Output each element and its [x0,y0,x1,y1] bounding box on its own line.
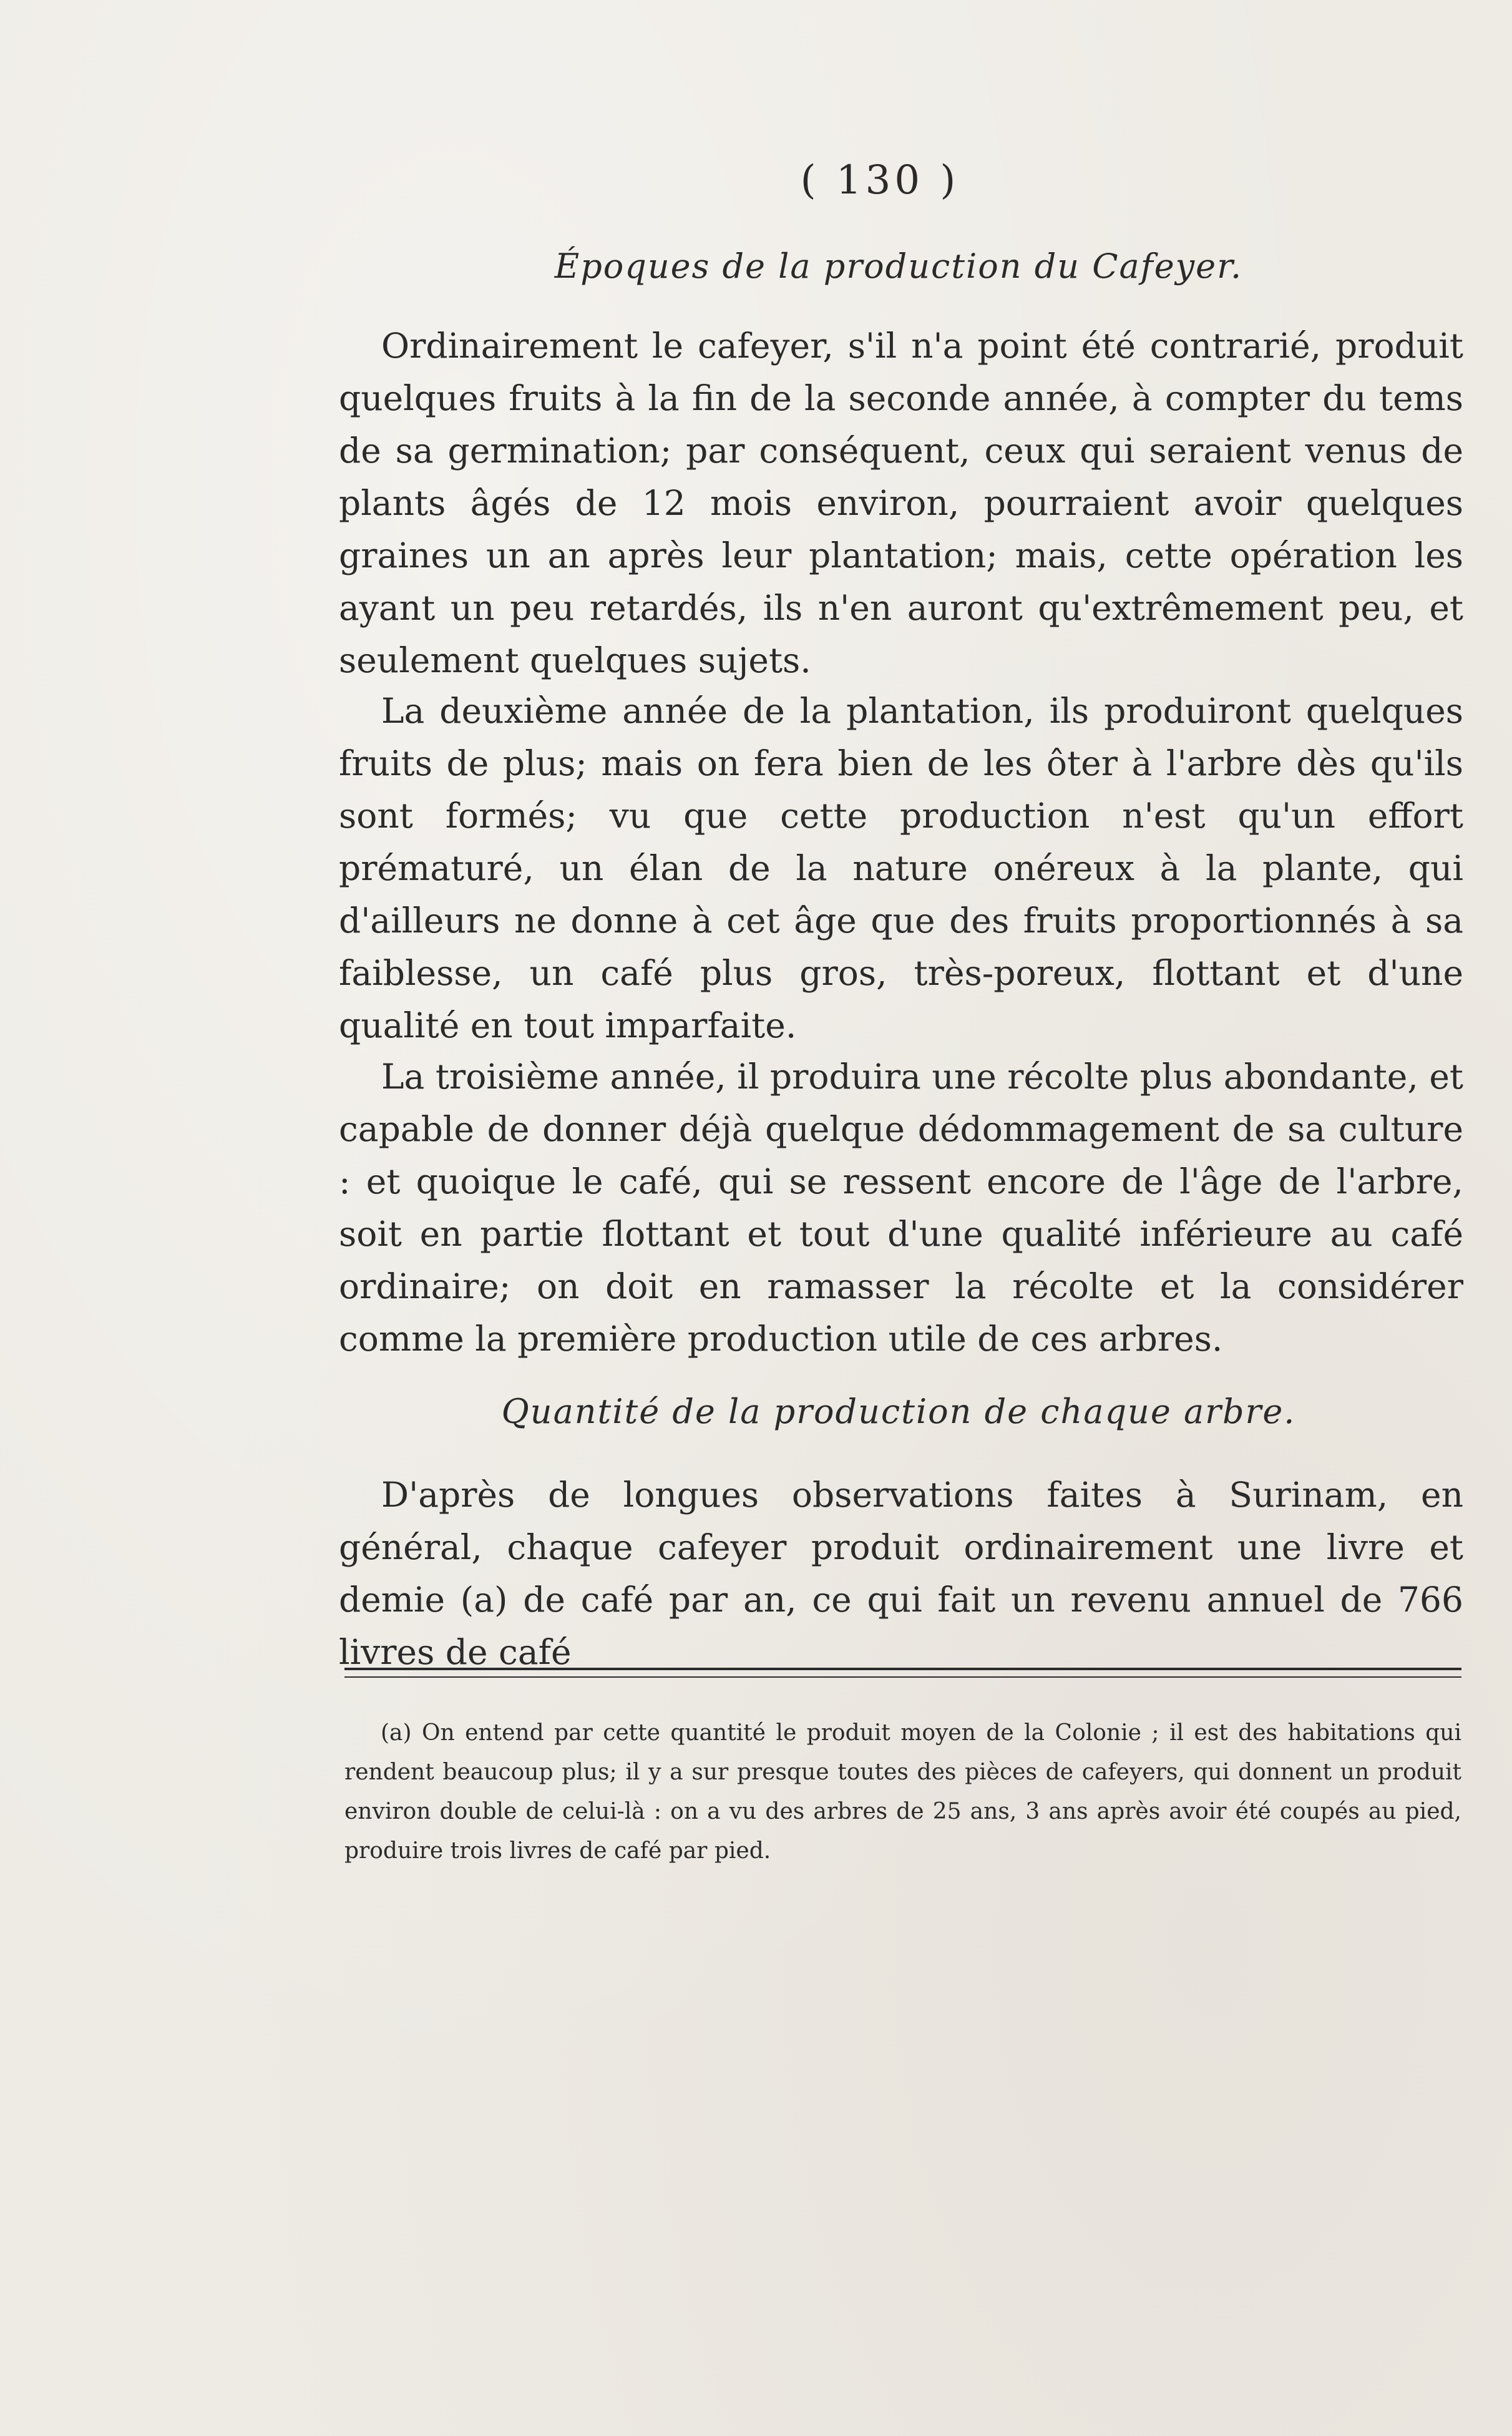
paragraph-4 [339,1469,1463,1678]
paragraph-4-text: D'après de longues observations faites à Surinam, en général, chaque cafeyer produit ordinairement une livre et demie (a) de café par an, ce qui fait un revenu annuel de 766 livres de café [339,1475,1463,1672]
paragraph-1-text: Ordinairement le cafeyer, s'il n'a point été contrarié, produit quelques fruits à la fin de la seconde année, à compter du tems de sa germination; par conséquent, ceux qui seraient venus de plants âgés de 12 mois environ, pourraient avoir quelques graines un an après leur plantation; mais, cette opération les ayant un peu retardés, ils n'en auront qu'extrêmement peu, et seulement quelques sujets. [339,326,1463,680]
section-title-epoques: Époques de la production du Cafeyer. [554,247,1243,286]
paragraph-3 [339,1050,1463,1365]
paragraph-3-text: La troisième année, il produira une récolte plus abondante, et capable de donner déjà quelque dédommagement de sa culture : et quoique le café, qui se ressent encore de l'âge de l'arbre, soit en partie flottant et tout d'une qualité inférieure au café ordinaire; on doit en ramasser la récolte et la considérer comme la première production utile de ces arbres. [339,1057,1463,1359]
footnote-text: (a) On entend par cette quantité le produit moyen de la Colonie ; il est des habitations qui rendent beaucoup plus; il y a sur presque toutes des pièces de cafeyers, qui donnent un produit environ double de celui-là : on a vu des arbres de 25 ans, 3 ans après avoir été coupés au pied, produire trois livres de café par pied. [344,1720,1461,1864]
paragraph-2 [339,685,1463,1052]
footnote [344,1713,1461,1871]
footnote-divider [344,1668,1461,1678]
paragraph-2-text: La deuxième année de la plantation, ils produiront quelques fruits de plus; mais on fera bien de les ôter à l'arbre dès qu'ils sont formés; vu que cette production n'est qu'un effort prématuré, un élan de la nature onéreux à la plante, qui d'ailleurs ne donne à cet âge que des fruits proportionnés à sa faiblesse, un café plus gros, très-poreux, flottant et d'une qualité en tout imparfaite. [339,691,1463,1045]
page-number: ( 130 ) [800,157,960,203]
paragraph-1 [339,320,1463,687]
section-title-quantite: Quantité de la production de chaque arbre. [501,1392,1296,1431]
